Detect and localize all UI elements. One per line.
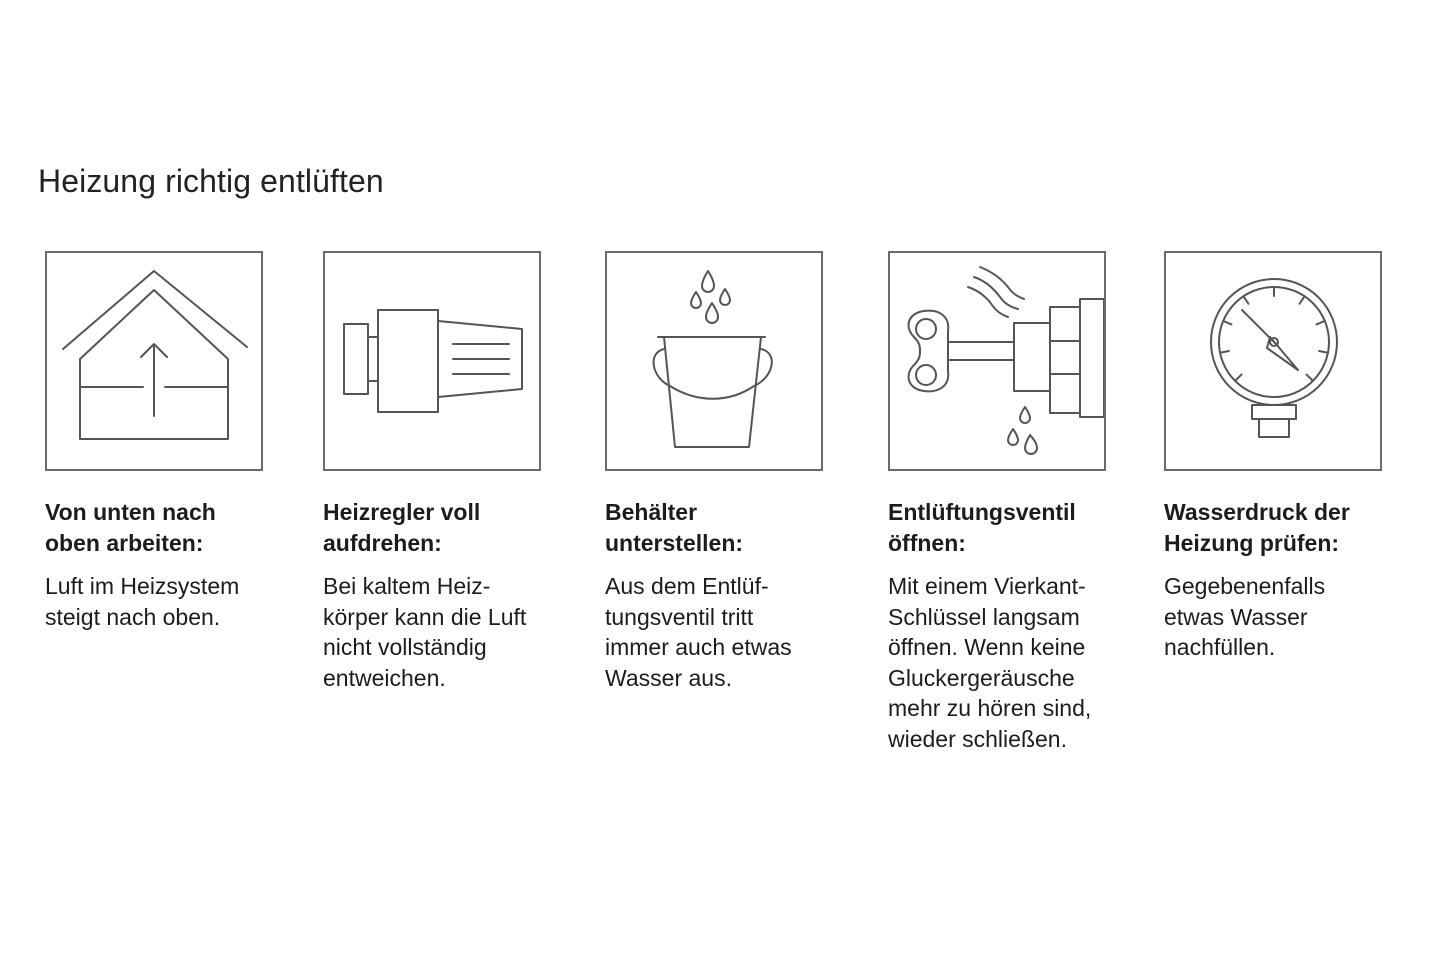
step-heading: Behälter unterstellen: xyxy=(605,499,744,556)
gauge-tick xyxy=(1243,296,1248,303)
step-text: Aus dem Entlüf- tungsventil tritt immer auch etwas Wasser aus. xyxy=(605,573,792,691)
step-text: Bei kaltem Heiz- körper kann die Luft nicht vollständig entweichen. xyxy=(323,573,527,691)
step-heading: Wasserdruck der Heizung prüfen: xyxy=(1164,499,1350,556)
step-heading: Von unten nach oben arbeiten: xyxy=(45,499,216,556)
step-text: Luft im Heizsystem steigt nach oben. xyxy=(45,573,240,630)
step-2 xyxy=(323,251,593,693)
gauge-tick xyxy=(1307,375,1313,381)
gauge-tick xyxy=(1316,321,1324,324)
step-3 xyxy=(605,251,875,693)
icon-box xyxy=(1164,251,1382,471)
step-heading: Heizregler voll aufdrehen: xyxy=(323,499,481,556)
step-4 xyxy=(888,251,1158,754)
thermostat-valve-icon xyxy=(325,253,539,469)
pressure-gauge-icon xyxy=(1166,253,1380,469)
step-heading: Entlüftungsventil öffnen: xyxy=(888,499,1076,556)
house-arrow-up-icon xyxy=(47,253,261,469)
gauge-tick xyxy=(1300,296,1305,303)
step-text: Gegebenenfalls etwas Wasser nachfüllen. xyxy=(1164,573,1326,660)
page-title: Heizung richtig entlüften xyxy=(38,163,384,200)
icon-box xyxy=(323,251,541,471)
gauge-tick xyxy=(1220,351,1229,353)
step-5 xyxy=(1164,251,1434,663)
icon-box xyxy=(605,251,823,471)
bucket-drops-icon xyxy=(607,253,821,469)
icon-box xyxy=(888,251,1106,471)
gauge-tick xyxy=(1319,351,1328,353)
gauge-tick xyxy=(1223,321,1231,324)
gauge-tick xyxy=(1235,375,1241,381)
step-text: Mit einem Vierkant- Schlüssel langsam öffnen. Wenn keine Gluckergeräusche mehr zu hören sind, wieder schließen. xyxy=(888,573,1092,752)
step-1 xyxy=(45,251,315,632)
bleed-key-valve-icon xyxy=(890,253,1104,469)
icon-box xyxy=(45,251,263,471)
